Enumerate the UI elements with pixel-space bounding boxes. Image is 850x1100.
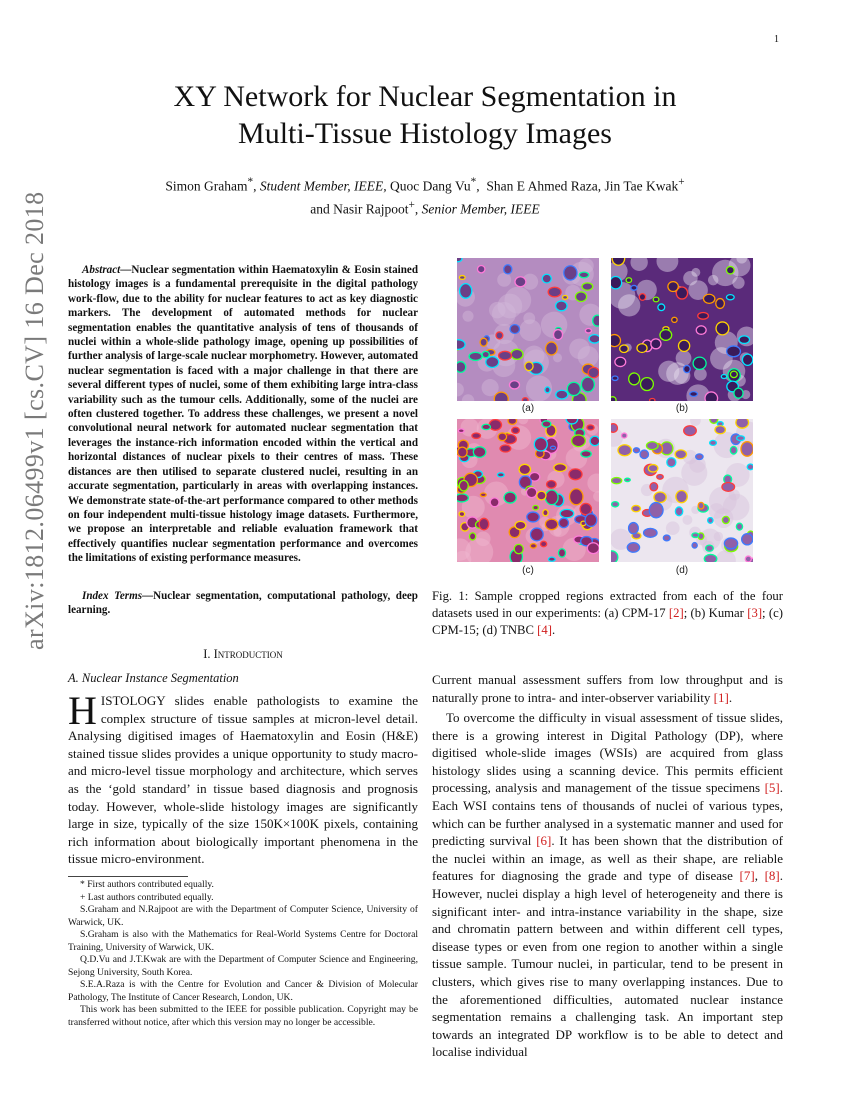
panel-label-c: (c) <box>522 565 534 576</box>
author-role: Student Member, IEEE, <box>259 178 387 194</box>
author-list <box>90 173 760 218</box>
figure-caption <box>432 588 783 640</box>
histology-image <box>611 258 753 401</box>
author-name: Simon Graham <box>165 178 248 194</box>
footnote: + Last authors contributed equally. <box>80 891 214 903</box>
section-number: I. <box>203 647 211 661</box>
intro-text: ISTOLOGY slides enable pathologists to examine the complex structure of tissue samples at micron-level detail. Analysing digitised images of Haematoxylin and Eosin (H&E) stained tissue slides provides a unique opportunity to study macro- and micro-level tissue morphology and architecture, which serves as the ‘gold standard’ in tissue based diagnosis and prognosis today. However, whole-slide histology images are significantly large in size, typically of the size 150K×100K pixels, containing rich information about biologically important phenomena in the tissue micro-environment. <box>68 693 418 867</box>
footnote-separator <box>68 876 188 877</box>
drop-cap: H <box>68 688 97 733</box>
figure-panel-b <box>611 258 753 401</box>
caption-text: Fig. 1: Sample cropped regions extracted from each of the four datasets used in our experiments: (a) CPM-17 <box>432 589 783 621</box>
footnotes <box>68 876 418 1029</box>
author-line-2: and Nasir Rajpoot+, Senior Member, IEEE <box>310 198 540 216</box>
author-role: Senior Member, IEEE <box>421 201 540 216</box>
footnote: Q.D.Vu and J.T.Kwak are with the Department of Computer Science and Engineering, Sejong University, South Korea. <box>68 954 418 978</box>
author-mark: * <box>470 176 477 188</box>
citation-link[interactable]: [8] <box>764 868 780 884</box>
histology-image <box>457 258 599 401</box>
subsection-heading: A. Nuclear Instance Segmentation <box>68 671 239 685</box>
index-terms <box>68 589 418 618</box>
paper-title <box>90 78 760 152</box>
histology-image <box>611 419 753 562</box>
histology-image <box>457 419 599 562</box>
index-terms-text: —Nuclear segmentation, computational pathology, deep learning. <box>68 590 418 617</box>
index-terms-label: Index Terms <box>82 590 143 602</box>
panel-label-a: (a) <box>521 403 535 414</box>
footnote: This work has been submitted to the IEEE for possible publication. Copyright may be transferred without notice, after which this version may no longer be accessible. <box>68 1004 418 1028</box>
section-title: Introduction <box>213 647 283 661</box>
title-line-1: XY Network for Nuclear Segmentation in <box>173 80 677 113</box>
footnote: S.Graham is also with the Mathematics for Real-World Systems Centre for Doctoral Training, University of Warwick, UK. <box>68 929 418 953</box>
abstract <box>68 263 418 566</box>
body-text: . It has been shown that the distribution of the nuclei within an image, as well as their shape, are reliable features for diagnosing the grade and type of disease <box>432 833 783 884</box>
author-name: and Nasir Rajpoot <box>310 201 409 216</box>
citation-link[interactable]: [4] <box>537 623 552 638</box>
abstract-text: —Nuclear segmentation within Haematoxylin & Eosin stained histology images is a fundamental prerequisite in the digital pathology work-flow, due to the ability for nuclear features to act as key diagnostic markers. The development of automated methods for nuclear segmentation enables the quantitative analysis of tens of thousands of nuclei within a whole-slide pathology image, opening up possibilities of further analysis of large-scale nuclear morphometry. However, automated nuclear segmentation is faced with a major challenge in that there are several different types of nuclei, some of them exhibiting large intra-class variability such as the tumour cells. Additionally, some of the nuclei are often clustered together. To address these challenges, we present a novel convolutional neural network for automated nuclear segmentation that leverages the instance-rich information encoded within the vertical and horizontal distances of nuclear pixels to their centres of mass. These distances are then utilised to separate clustered nuclei, resulting in an accurate segmentation, particularly in areas with overlapping instances. We demonstrate state-of-the-art performance compared to other methods on four independent multi-tissue histology image datasets. Furthermore, we propose an interpretable and reliable evaluation framework that effectively quantifies nuclear segmentation performance and overcomes the limitations of existing performance measures. <box>68 264 418 565</box>
author-name: Shan E Ahmed Raza, Jin Tae Kwak <box>486 178 679 194</box>
abstract-label: Abstract <box>82 264 121 276</box>
author-line-1: Simon Graham*, Student Member, IEEE, Quoc Dang Vu*, Shan E Ahmed Raza, Jin Tae Kwak+ <box>165 176 685 194</box>
citation-link[interactable]: [1] <box>713 689 729 705</box>
footnote: S.Graham and N.Rajpoot are with the Department of Computer Science, University of Warwick, UK. <box>68 904 418 928</box>
citation-link[interactable]: [5] <box>764 780 780 796</box>
caption-text: . <box>551 623 556 638</box>
caption-text: ; (c) CPM-15; (d) TNBC <box>432 606 783 638</box>
page-number: 1 <box>774 34 779 45</box>
body-text: . <box>728 689 733 705</box>
title-line-2: Multi-Tissue Histology Images <box>238 117 612 150</box>
figure-1 <box>457 258 757 584</box>
author-mark: * <box>247 176 254 188</box>
panel-label-d: (d) <box>675 565 689 576</box>
column2-paragraph-2 <box>432 709 783 1061</box>
intro-paragraph <box>68 688 418 868</box>
figure-panel-a <box>457 258 599 401</box>
citation-link[interactable]: [3] <box>747 606 763 621</box>
author-mark: + <box>678 176 685 188</box>
panel-label-b: (b) <box>675 403 689 414</box>
citation-link[interactable]: [7] <box>739 868 755 884</box>
body-text: . However, nuclei display a high level of heterogeneity and there is significant inter- and intra-instance variability in the shape, size and chromatin pattern between and within different cell types, disease types or even from one region to another within a single tissue sample. Tumour nuclei, in particular, tend to be present in clusters, which gives rise to many overlapping instances. Due to the aforementioned difficulties, automated nuclear instance segmentation remains a challenging task. An important step towards an integrated DP workflow is to be able to detect and localise individual <box>432 868 784 1060</box>
section-heading <box>68 647 418 662</box>
citation-link[interactable]: [6] <box>536 833 552 849</box>
footnote: S.E.A.Raza is with the Centre for Evolution and Cancer & Division of Molecular Pathology, The Institute of Cancer Research, London, UK. <box>68 979 418 1003</box>
column2-paragraph-1 <box>432 671 783 706</box>
author-mark: + <box>408 198 415 211</box>
figure-panel-c <box>457 419 599 562</box>
citation-link[interactable]: [2] <box>668 606 684 621</box>
caption-text: ; (b) Kumar <box>683 606 748 621</box>
figure-panel-d <box>611 419 753 562</box>
author-name: Quoc Dang Vu <box>389 178 471 194</box>
footnote: * First authors contributed equally. <box>80 879 214 890</box>
body-text: , <box>754 868 765 884</box>
body-text: To overcome the difficulty in visual assessment of tissue slides, there is a growing interest in Digital Pathology (DP), where digitised whole-slide images (WSIs) are acquired from glass histology slides using a scanning device. This permits efficient processing, analysis and management of the tissue specimens <box>432 710 783 796</box>
arxiv-identifier-stamp: arXiv:1812.06499v1 [cs.CV] 16 Dec 2018 <box>20 191 49 650</box>
body-text: Current manual assessment suffers from low throughput and is naturally prone to intra- and inter-observer variability <box>432 672 783 705</box>
body-text: . Each WSI contains tens of thousands of nuclei of various types, which can be further analysed in a systematic manner and used for predicting survival <box>432 780 783 849</box>
